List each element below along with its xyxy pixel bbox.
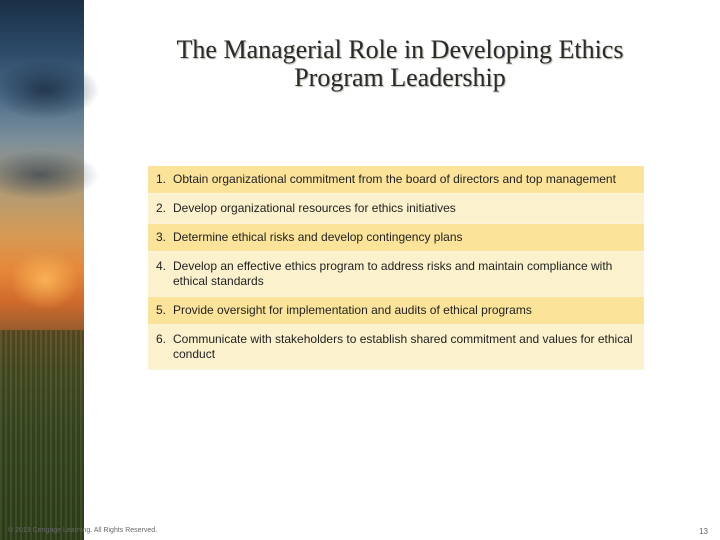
steps-table [148, 166, 644, 370]
step-number: 4. [156, 259, 167, 273]
step-number: 2. [156, 201, 167, 215]
slide-title-line1: The Managerial Role in Developing Ethics [176, 35, 624, 64]
step-text: Determine ethical risks and develop contingency plans [173, 230, 463, 244]
step-text: Provide oversight for implementation and audits of ethical programs [173, 303, 532, 317]
field-shape [0, 330, 84, 540]
cloud-shape [0, 60, 100, 120]
table-row [148, 195, 644, 224]
step-text: Develop an effective ethics program to address risks and maintain compliance with ethical standards [173, 259, 613, 288]
page-number: 13 [699, 527, 708, 536]
slide-title [100, 36, 700, 92]
step-number: 1. [156, 172, 167, 186]
step-text: Obtain organizational commitment from the board of directors and top management [173, 172, 616, 186]
cloud-shape [0, 150, 100, 200]
table-row [148, 224, 644, 253]
step-text: Develop organizational resources for ethics initiatives [173, 201, 456, 215]
table-row [148, 166, 644, 195]
step-text: Communicate with stakeholders to establish shared commitment and values for ethical conduct [173, 332, 633, 361]
table-row [148, 326, 644, 370]
copyright-text: © 2013 Cengage Learning. All Rights Reserved. [8, 527, 158, 534]
step-number: 3. [156, 230, 167, 244]
step-number: 5. [156, 303, 167, 317]
table-row [148, 253, 644, 297]
step-number: 6. [156, 332, 167, 346]
sun-glow [10, 250, 80, 310]
sunset-field-photo [0, 0, 84, 540]
table-row [148, 297, 644, 326]
slide-title-line2: Program Leadership [294, 63, 506, 92]
